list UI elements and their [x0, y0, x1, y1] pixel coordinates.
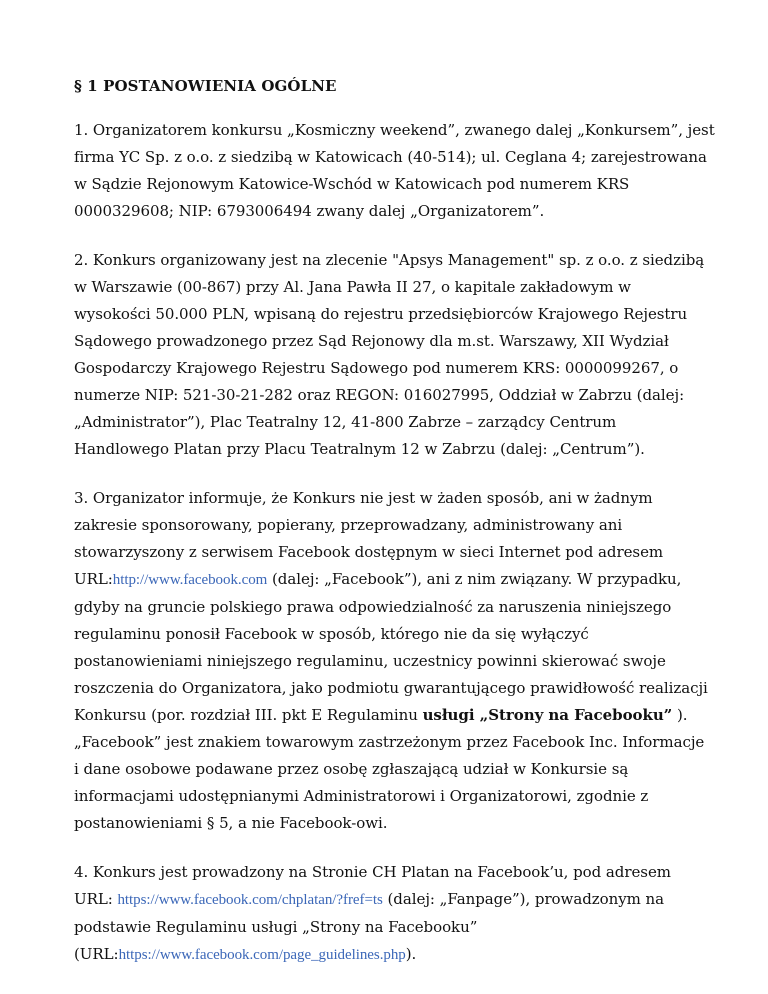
line-prefix: Konkursu (por. rozdział III. pkt E Regulaminu	[74, 706, 423, 724]
paragraph-line: firma YC Sp. z o.o. z siedzibą w Katowicach (40-514); ul. Ceglana 4; zarejestrowana	[74, 148, 707, 166]
paragraph-line: podstawie Regulaminu usługi „Strony na Facebooku”	[74, 918, 478, 936]
paragraph-1	[74, 117, 715, 225]
paragraph-line: 4. Konkurs jest prowadzony na Stronie CH Platan na Facebook’u, pod adresem	[74, 863, 671, 881]
paragraph-line: postanowieniami § 5, a nie Facebook-owi.	[74, 814, 388, 832]
section-heading: § 1 POSTANOWIENIA OGÓLNE	[74, 77, 337, 95]
paragraph-line: Handlowego Platan przy Placu Teatralnym 12 w Zabrzu (dalej: „Centrum”).	[74, 440, 645, 458]
paragraph-line: w Sądzie Rejonowym Katowice-Wschód w Katowicach pod numerem KRS	[74, 175, 630, 193]
paragraph-line: i dane osobowe podawane przez osobę zgłaszającą udział w Konkursie są	[74, 760, 629, 778]
fanpage-link[interactable]: https://www.facebook.com/chplatan/?fref=ts	[117, 892, 383, 908]
paragraph-line	[74, 941, 698, 969]
paragraph-line: stowarzyszony z serwisem Facebook dostępnym w sieci Internet pod adresem	[74, 543, 664, 561]
paragraph-line: postanowieniami niniejszego regulaminu, uczestnicy powinni skierować swoje	[74, 652, 666, 670]
paragraph-line: 2. Konkurs organizowany jest na zlecenie "Apsys Management" sp. z o.o. z siedzibą	[74, 251, 705, 269]
paragraph-line: wysokości 50.000 PLN, wpisaną do rejestru przedsiębiorców Krajowego Rejestru	[74, 305, 688, 323]
paragraph-2	[74, 247, 705, 463]
line-suffix: ).	[672, 706, 688, 724]
paragraph-line: informacjami udostępnianymi Administratorowi i Organizatorowi, zgodnie z	[74, 787, 649, 805]
paragraph-line: roszczenia do Organizatora, jako podmiotu gwarantującego prawidłowość realizacji	[74, 679, 708, 697]
paragraph-line: Sądowego prowadzonego przez Sąd Rejonowy dla m.st. Warszawy, XII Wydział	[74, 332, 669, 350]
paragraph-line: 1. Organizatorem konkursu „Kosmiczny weekend”, zwanego dalej „Konkursem”, jest	[74, 121, 715, 139]
page-guidelines-link[interactable]: https://www.facebook.com/page_guidelines.php	[118, 947, 406, 963]
facebook-link[interactable]: http://www.facebook.com	[112, 572, 268, 588]
paragraph-line: Gospodarczy Krajowego Rejestru Sądowego pod numerem KRS: 0000099267, o	[74, 359, 679, 377]
line-suffix: ).	[405, 945, 417, 963]
paragraph-line: zakresie sponsorowany, popierany, przeprowadzany, administrowany ani	[74, 516, 623, 534]
paragraph-line	[74, 702, 698, 729]
paragraph-line	[74, 566, 698, 594]
paragraph-line: gdyby na gruncie polskiego prawa odpowiedzialność za naruszenia niniejszego	[74, 598, 672, 616]
paragraph-line	[74, 886, 698, 914]
bold-phrase: usługi „Strony na Facebooku”	[422, 706, 673, 724]
paragraph-line: numerze NIP: 521-30-21-282 oraz REGON: 016027995, Oddział w Zabrzu (dalej:	[74, 386, 685, 404]
url-prefix: URL:	[74, 570, 113, 588]
paragraph-line: w Warszawie (00-867) przy Al. Jana Pawła II 27, o kapitale zakładowym w	[74, 278, 631, 296]
paragraph-line: regulaminu ponosił Facebook w sposób, którego nie da się wyłączyć	[74, 625, 589, 643]
url-prefix: URL:	[74, 890, 118, 908]
paragraph-4	[74, 859, 698, 969]
line-suffix: (dalej: „Fanpage”), prowadzonym na	[382, 890, 665, 908]
line-suffix: (dalej: „Facebook”), ani z nim związany. W przypadku,	[267, 570, 682, 588]
paragraph-line: 0000329608; NIP: 6793006494 zwany dalej „Organizatorem”.	[74, 202, 545, 220]
paragraph-line: „Facebook” jest znakiem towarowym zastrzeżonym przez Facebook Inc. Informacje	[74, 733, 705, 751]
paragraph-3	[74, 485, 708, 837]
paragraph-line: 3. Organizator informuje, że Konkurs nie jest w żaden sposób, ani w żadnym	[74, 489, 653, 507]
paragraph-line: „Administrator”), Plac Teatralny 12, 41-800 Zabrze – zarządcy Centrum	[74, 413, 617, 431]
url-prefix: (URL:	[74, 945, 119, 963]
